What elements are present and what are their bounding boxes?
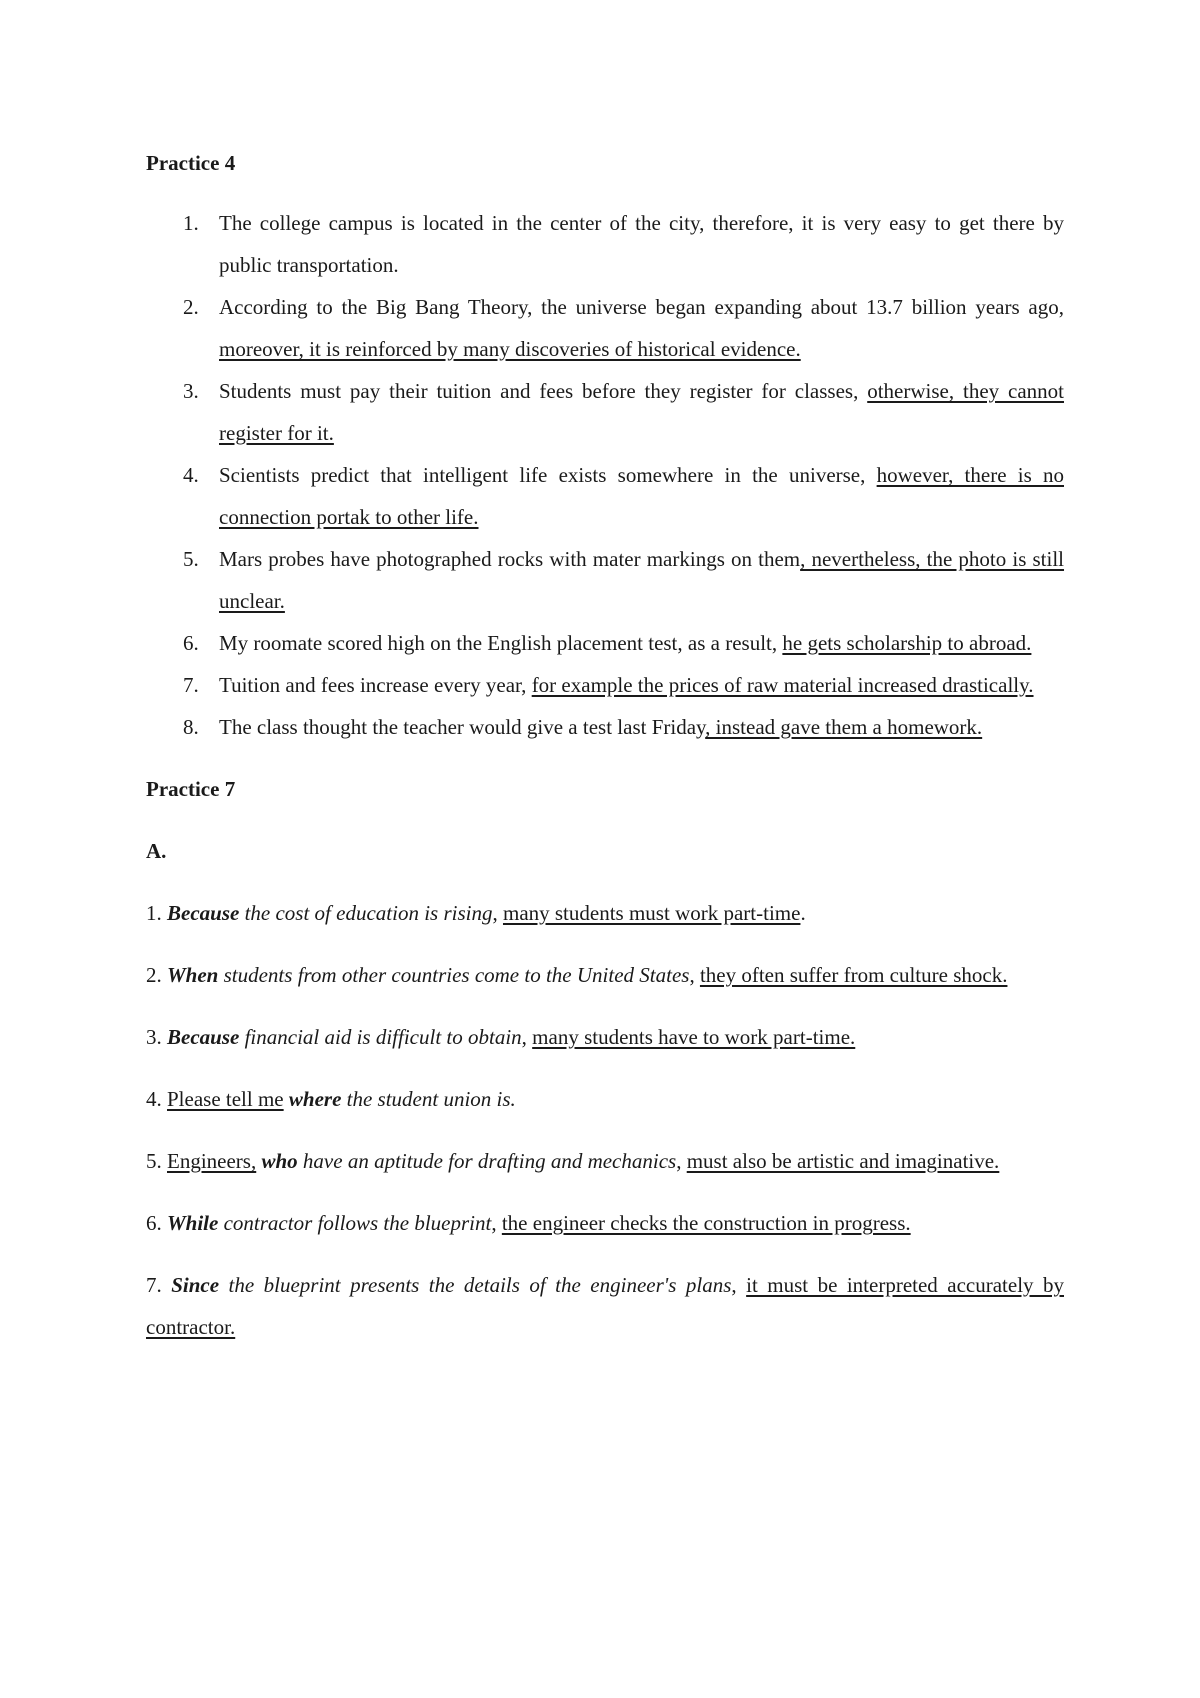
practice-7-item-3: 3. Because financial aid is difficult to obtain, many students have to work part-time.: [146, 1025, 856, 1049]
list-item: 8. The class thought the teacher would give a test last Friday, instead gave them a homework.: [183, 715, 983, 739]
practice-7-item-2: 2. When students from other countries come to the United States, they often suffer from culture shock.: [146, 963, 1008, 987]
section-a-heading: A.: [146, 839, 167, 863]
list-item: 2. According to the Big Bang Theory, the universe began expanding about 13.7 billion years ago, moreover, it is reinforced by many discoveries of historical evidence.: [183, 295, 1064, 361]
list-item: 1. The college campus is located in the center of the city, therefore, it is very easy to get there by public transportation.: [183, 211, 1064, 277]
practice-4-heading: Practice 4: [146, 151, 236, 175]
list-item: 5. Mars probes have photographed rocks with mater markings on them, nevertheless, the photo is still unclear.: [183, 547, 1065, 613]
list-item: 6. My roomate scored high on the English placement test, as a result, he gets scholarship to abroad.: [183, 631, 1032, 655]
practice-7-item-1: 1. Because the cost of education is rising, many students must work part-time.: [146, 901, 806, 925]
practice-7-item-5: 5. Engineers, who have an aptitude for drafting and mechanics, must also be artistic and imaginative.: [146, 1149, 1000, 1173]
practice-4-list: [146, 202, 1064, 748]
practice-7-item-4: 4. Please tell me where the student union is.: [146, 1087, 516, 1111]
list-item: 7. Tuition and fees increase every year, for example the prices of raw material increased drastically.: [183, 673, 1034, 697]
practice-7-item-7: 7. Since the blueprint presents the details of the engineer's plans, it must be interpreted accurately by contractor.: [146, 1273, 1064, 1339]
practice-7-item-6: 6. While contractor follows the blueprint, the engineer checks the construction in progress.: [146, 1211, 911, 1235]
practice-7-heading: Practice 7: [146, 777, 236, 801]
list-item: 3. Students must pay their tuition and fees before they register for classes, otherwise, they cannot register for it.: [183, 379, 1064, 445]
document-body: [146, 142, 1064, 1368]
list-item: 4. Scientists predict that intelligent life exists somewhere in the universe, however, there is no connection portak to other life.: [183, 463, 1064, 529]
